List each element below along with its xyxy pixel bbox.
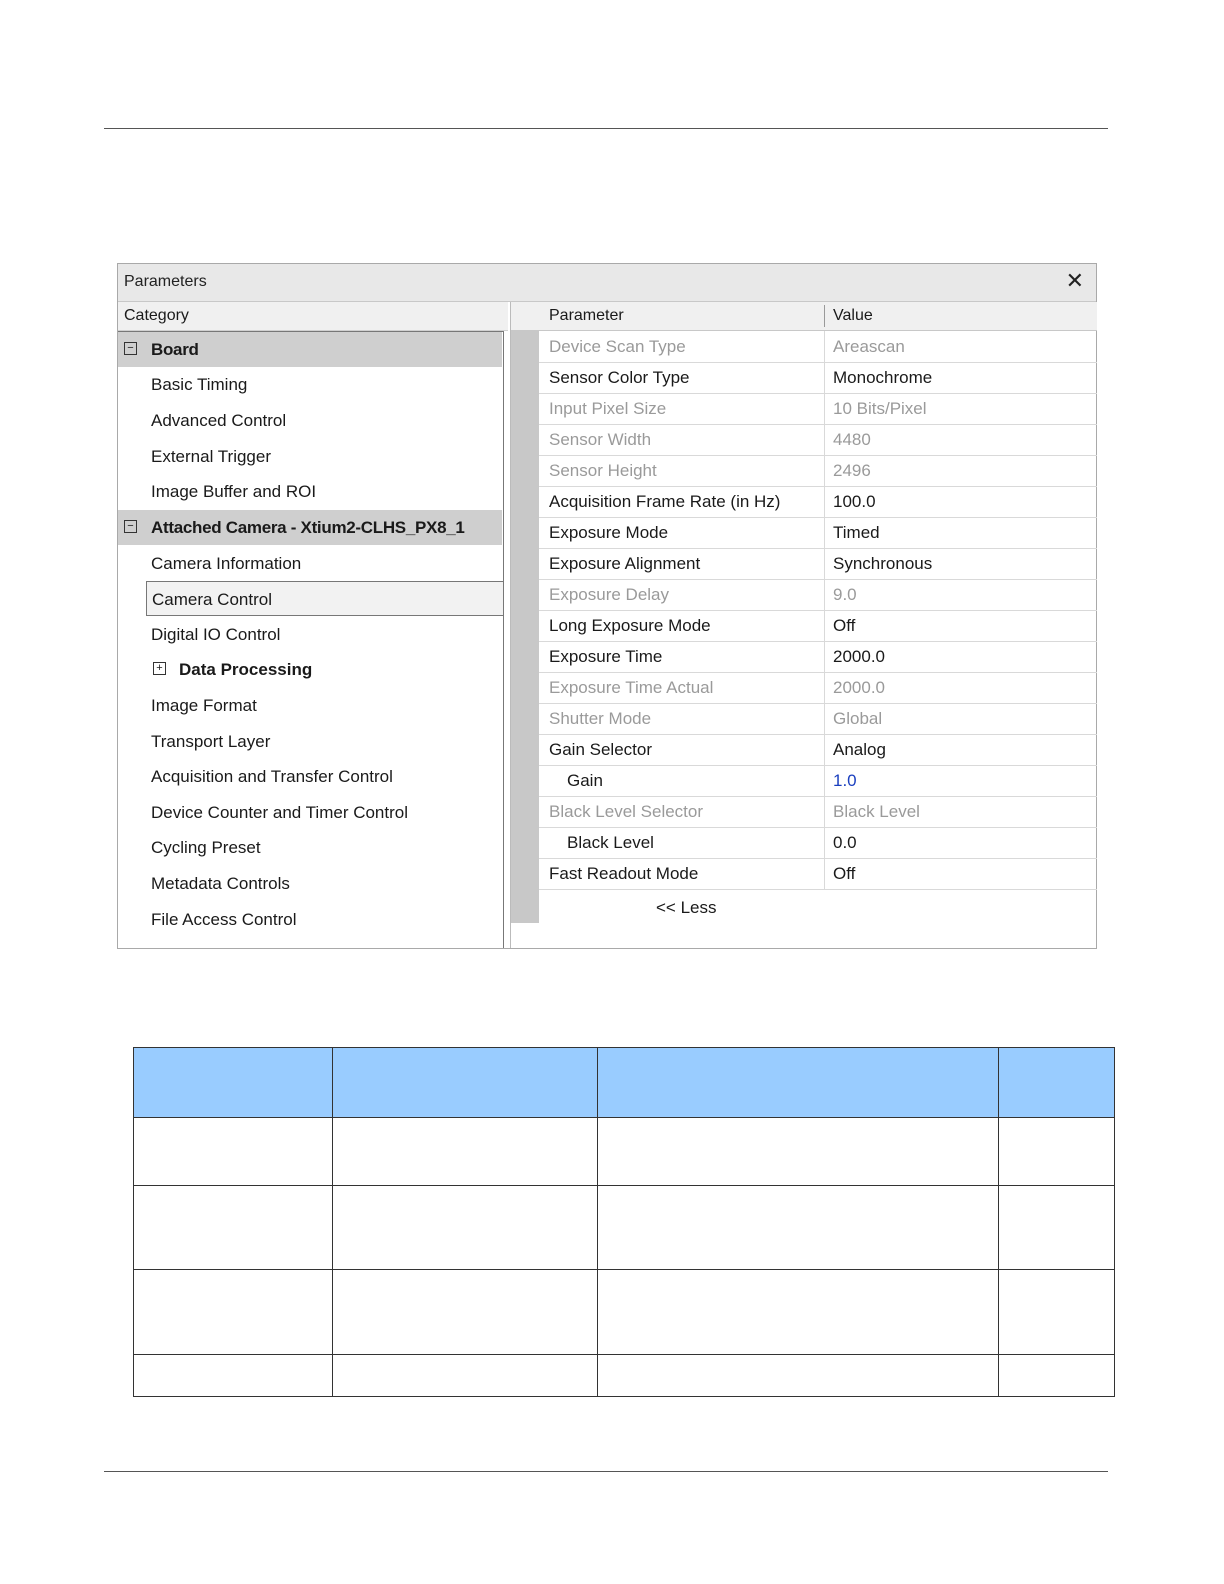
param-row-sensor-color-type[interactable] (539, 362, 1097, 394)
category-label: File Access Control (151, 910, 297, 929)
param-name: Sensor Color Type (549, 368, 690, 387)
param-row-sensor-height[interactable] (539, 455, 1097, 487)
footer-rule (104, 1471, 1108, 1472)
param-value[interactable]: 2000.0 (833, 647, 885, 666)
param-value: Global (833, 709, 883, 728)
category-label: Device Counter and Timer Control (151, 803, 409, 822)
param-value[interactable]: Timed (833, 523, 880, 542)
category-item-basic-timing[interactable] (118, 367, 502, 402)
category-label: Cycling Preset (151, 838, 261, 857)
collapse-icon[interactable]: − (124, 342, 137, 355)
param-value[interactable]: 0.0 (833, 833, 857, 852)
category-item-metadata-controls[interactable] (118, 866, 502, 901)
category-label: Metadata Controls (151, 874, 290, 893)
category-group-data-processing[interactable] (118, 652, 502, 687)
category-item-transport-layer[interactable] (118, 724, 502, 759)
param-value: 9.0 (833, 585, 857, 604)
param-name: Exposure Alignment (549, 554, 701, 573)
param-value[interactable]: 100.0 (833, 492, 876, 511)
param-value[interactable]: Synchronous (833, 554, 933, 573)
param-row-exposure-alignment[interactable] (539, 548, 1097, 580)
param-name: Black Level Selector (549, 802, 704, 821)
category-label: Attached Camera - Xtium2-CLHS_PX8_1 (151, 518, 465, 537)
category-label: Transport Layer (151, 732, 271, 751)
param-name: Input Pixel Size (549, 399, 667, 418)
category-label: External Trigger (151, 447, 271, 466)
panel-title: Parameters (124, 273, 207, 290)
parameters-panel (117, 263, 1097, 949)
table-header-row (133, 1047, 1115, 1117)
table-border (332, 1047, 333, 1397)
param-name: Exposure Time (549, 647, 663, 666)
category-label: Camera Information (151, 554, 302, 573)
param-row-input-pixel-size[interactable] (539, 393, 1097, 425)
param-value[interactable]: Off (833, 864, 856, 883)
param-value: Black Level (833, 802, 920, 821)
param-name: Device Scan Type (549, 337, 686, 356)
table-border (133, 1117, 1115, 1118)
category-label: Basic Timing (151, 375, 248, 394)
category-label: Digital IO Control (151, 625, 281, 644)
param-name: Black Level (567, 833, 654, 852)
param-row-gain-selector[interactable] (539, 734, 1097, 766)
param-value: Areascan (833, 337, 905, 356)
category-label: Image Buffer and ROI (151, 482, 317, 501)
category-item-advanced-control[interactable] (118, 403, 502, 438)
expand-icon[interactable]: + (153, 662, 166, 675)
param-row-shutter-mode[interactable] (539, 703, 1097, 735)
param-name: Fast Readout Mode (549, 864, 699, 883)
close-icon[interactable]: ✕ (1065, 268, 1084, 293)
param-row-fast-readout-mode[interactable] (539, 858, 1097, 890)
category-group-attached-camera[interactable] (118, 510, 502, 545)
header-rule (104, 128, 1108, 129)
table-border (133, 1047, 134, 1397)
category-label: Board (151, 340, 199, 359)
param-row-device-scan-type[interactable] (539, 331, 1097, 363)
param-row-long-exposure-mode[interactable] (539, 610, 1097, 642)
param-row-acquisition-frame-rate[interactable] (539, 486, 1097, 518)
param-name: Exposure Mode (549, 523, 669, 542)
param-value: 4480 (833, 430, 871, 449)
table-border (998, 1047, 999, 1397)
category-label: Image Format (151, 696, 257, 715)
table-border (1114, 1047, 1115, 1397)
param-row-exposure-time[interactable] (539, 641, 1097, 673)
category-label: Data Processing (179, 660, 313, 679)
param-value[interactable]: 1.0 (833, 771, 857, 790)
category-header-label: Category (124, 307, 189, 324)
category-tree (118, 331, 504, 948)
param-row-exposure-delay[interactable] (539, 579, 1097, 611)
table-border (133, 1269, 1115, 1270)
param-name: Sensor Width (549, 430, 652, 449)
category-item-file-access-control[interactable] (118, 902, 502, 937)
param-value: 10 Bits/Pixel (833, 399, 927, 418)
category-item-device-counter-timer[interactable] (118, 795, 502, 830)
category-item-acquisition-transfer-control[interactable] (118, 759, 502, 794)
param-row-black-level-selector[interactable] (539, 796, 1097, 828)
table-border (133, 1354, 1115, 1355)
param-row-exposure-time-actual[interactable] (539, 672, 1097, 704)
param-name: Exposure Time Actual (549, 678, 714, 697)
table-border (133, 1047, 1115, 1048)
collapse-icon[interactable]: − (124, 520, 137, 533)
param-value[interactable]: Analog (833, 740, 886, 759)
param-name: Exposure Delay (549, 585, 670, 604)
category-item-cycling-preset[interactable] (118, 830, 502, 865)
param-value[interactable]: Monochrome (833, 368, 933, 387)
row-gutter (511, 331, 539, 923)
param-name: Long Exposure Mode (549, 616, 711, 635)
param-name: Gain Selector (549, 740, 652, 759)
category-item-image-format[interactable] (118, 688, 502, 723)
category-item-external-trigger[interactable] (118, 439, 502, 474)
param-value: 2000.0 (833, 678, 885, 697)
param-name: Acquisition Frame Rate (in Hz) (549, 492, 781, 511)
category-item-image-buffer-roi[interactable] (118, 474, 502, 509)
param-value[interactable]: Off (833, 616, 856, 635)
category-header (118, 302, 508, 331)
panel-titlebar (118, 264, 1096, 302)
param-value: 2496 (833, 461, 871, 480)
less-button[interactable]: << Less (656, 898, 717, 917)
category-label: Camera Control (152, 590, 272, 609)
category-label: Advanced Control (151, 411, 287, 430)
param-row-exposure-mode[interactable] (539, 517, 1097, 549)
param-name: Gain (567, 771, 603, 790)
param-name: Sensor Height (549, 461, 657, 480)
table-border (133, 1396, 1115, 1397)
blank-table (133, 1047, 1115, 1397)
category-label: Acquisition and Transfer Control (151, 767, 393, 786)
category-group-board[interactable] (118, 332, 502, 367)
table-border (133, 1185, 1115, 1186)
category-item-camera-control[interactable] (146, 581, 504, 616)
column-divider[interactable] (824, 305, 825, 327)
table-border (597, 1047, 598, 1397)
parameter-grid-header (511, 302, 1097, 331)
param-row-sensor-width[interactable] (539, 424, 1097, 456)
category-item-digital-io-control[interactable] (118, 617, 502, 652)
parameter-grid (510, 302, 1097, 948)
param-row-black-level[interactable] (539, 827, 1097, 859)
category-item-camera-information[interactable] (118, 546, 502, 581)
parameter-column-header[interactable]: Parameter (549, 307, 624, 324)
param-row-gain[interactable] (539, 765, 1097, 797)
value-column-header[interactable]: Value (833, 307, 873, 324)
param-name: Shutter Mode (549, 709, 652, 728)
